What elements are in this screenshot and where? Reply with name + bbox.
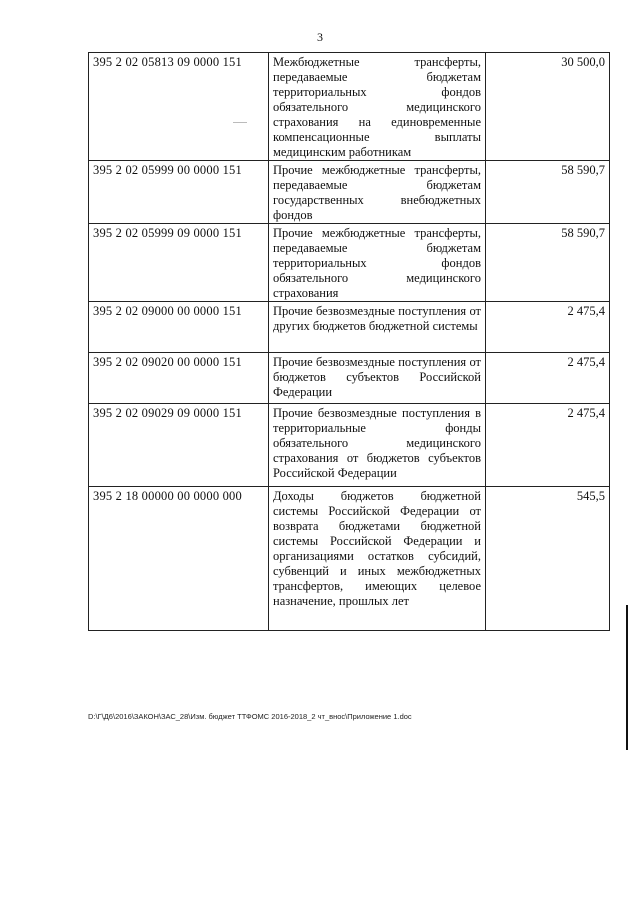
budget-classification-code: 395 2 02 09029 09 0000 151 [89,404,269,487]
revenue-amount: 30 500,0 [486,53,610,161]
revenue-description: Прочие безвозмездные поступления от бюджетов субъектов Российской Федерации [269,353,486,404]
budget-classification-code: 395 2 02 09000 00 0000 151 [89,302,269,353]
budget-classification-code: 395 2 18 00000 00 0000 000 [89,487,269,631]
document-file-path: D:\Г\Д6\2016\ЗАКОН\ЗАС_28\Изм. бюджет ТТФОМС 2016-2018_2 чт_вноc\Приложение 1.doc [88,712,412,721]
table-row [89,302,610,353]
revenue-description: Межбюджетные трансферты, передаваемые бюджетам территориальных фондов обязательного медицинского страхования на единовременные компенсационные выплаты медицинским работникам [269,53,486,161]
revenue-amount: 2 475,4 [486,404,610,487]
margin-rule-line [626,605,628,750]
budget-classification-code: 395 2 02 05999 00 0000 151 [89,161,269,224]
budget-classification-code: 395 2 02 09020 00 0000 151 [89,353,269,404]
table-row [89,161,610,224]
page-number: 3 [317,30,323,44]
table-row [89,353,610,404]
revenue-description: Прочие межбюджетные трансферты, передаваемые бюджетам государственных внебюджетных фондов [269,161,486,224]
budget-classification-code: 395 2 02 05813 09 0000 151 [89,53,269,161]
revenue-description: Прочие безвозмездные поступления от других бюджетов бюджетной системы [269,302,486,353]
budget-classification-code: 395 2 02 05999 09 0000 151 [89,224,269,302]
revenue-amount: 545,5 [486,487,610,631]
revenue-amount: 2 475,4 [486,353,610,404]
budget-revenue-table [88,52,610,631]
revenue-description: Доходы бюджетов бюджетной системы Российской Федерации от возврата бюджетами бюджетной системы Российской Федерации и организациями остатков субсидий, субвенций и иных межбюджетных трансфертов, имеющих целевое назначение, прошлых лет [269,487,486,631]
table-row [89,404,610,487]
table-row [89,53,610,161]
revenue-description: Прочие безвозмездные поступления в территориальные фонды обязательного медицинского страхования от бюджетов субъектов Российской Федерации [269,404,486,487]
revenue-description: Прочие межбюджетные трансферты, передаваемые бюджетам территориальных фондов обязательного медицинского страхования [269,224,486,302]
revenue-amount: 58 590,7 [486,161,610,224]
revenue-amount: 2 475,4 [486,302,610,353]
table-row [89,224,610,302]
revenue-amount: 58 590,7 [486,224,610,302]
table-row [89,487,610,631]
